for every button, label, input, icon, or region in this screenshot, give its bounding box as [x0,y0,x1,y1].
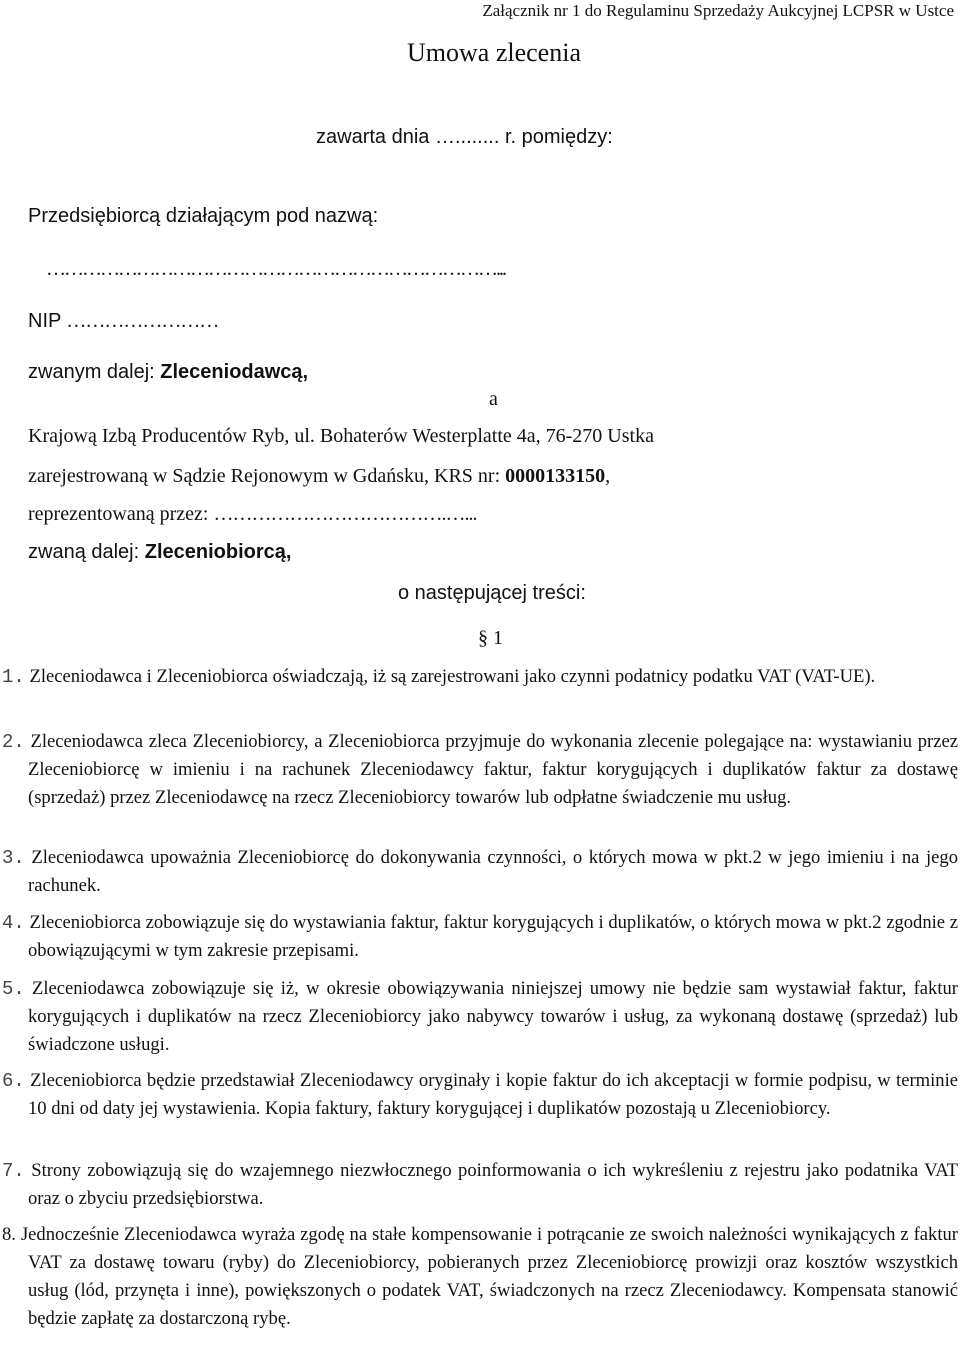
contractor-name: Zleceniobiorcą, [144,541,292,563]
date-line: zawarta dnia …........ r. pomiędzy: [316,126,613,148]
clause-7 [2,1157,959,1213]
chamber-line: Krajową Izbą Producentów Ryb, ul. Bohaterów Westerplatte 4a, 76-270 Ustka [28,425,654,447]
clause-6-number: 6. [2,1070,25,1092]
clause-8 [2,1221,958,1333]
clause-3 [2,844,958,900]
registered-line [28,465,610,488]
clause-8-number: 8. [2,1224,16,1245]
clause-2-text: Zleceniodawca zleca Zleceniobiorcy, a Zleceniobiorca przyjmuje do wykonania zlecenie polegające na: wystawianiu przez Zleceniobiorcę w imieniu i na rachunek Zleceniodawcy faktur, faktur korygujących i duplikatów faktur za dostawę (sprzedaż) przez Zleceniodawcę na rzecz Zleceniobiorcy towarów lub odpłatne świadczenie mu usług. [28,731,958,808]
clause-1 [2,663,958,691]
clause-3-text: Zleceniodawca upoważnia Zleceniobiorcę do dokonywania czynności, o których mowa w pkt.2 w jego imieniu i na jego rachunek. [28,847,958,896]
clause-5 [2,975,958,1059]
document-title: Umowa zlecenia [407,38,581,67]
entrepreneur-label: Przedsiębiorcą działającym pod nazwą: [28,205,379,227]
represented-dots: ……………………………….…... [213,503,477,525]
clause-8-text: Jednocześnie Zleceniodawca wyraża zgodę na stałe kompensowanie i potrącanie ze swoich należności wynikających z faktur VAT za dostawę towaru (ryby) do Zleceniobiorcy, pobieranych przez Zleceniobiorcę prowizji oraz kosztów wszystkich usług (lód, przynęta i inne), powiększonych o podatek VAT, świadczonych na rzecz Zleceniodawcy. Kompensata stanowić będzie zapłatę za dostarczoną rybę. [20,1224,958,1329]
contractor-prefix: zwaną dalej: [28,541,145,563]
clause-1-text: Zleceniodawca i Zleceniobiorca oświadczają, iż są zarejestrowani jako czynni podatnicy podatku VAT (VAT-UE). [29,666,876,687]
section-heading: § 1 [478,627,503,649]
principal-name: Zleceniodawcą, [160,361,309,383]
clause-3-number: 3. [2,847,25,869]
krs-number: 0000133150 [505,465,606,487]
clause-7-text: Strony zobowiązują się do wzajemnego niezwłocznego poinformowania o ich wykreśleniu z rejestru jako podatnika VAT oraz o zbyciu przedsiębiorstwa. [28,1160,959,1209]
represented-prefix: reprezentowaną przez: [28,503,214,525]
principal-line [28,361,308,384]
clause-5-text: Zleceniodawca zobowiązuje się iż, w okresie obowiązywania niniejszej umowy nie będzie sam wystawiał faktur, faktur korygujących i duplikatów na rzecz Zleceniobiorcy jako nabywcy towarów i usług, za wykonaną dostawę (sprzedaż) lub świadczone usługi. [28,978,958,1055]
clause-7-number: 7. [2,1160,25,1182]
contractor-line [28,541,291,564]
entrepreneur-dots: …………………………………………………………………... [46,258,505,280]
header-note: Załącznik nr 1 do Regulaminu Sprzedaży Aukcyjnej LCPSR w Ustce [482,1,954,20]
represented-line [28,503,476,526]
clause-4-number: 4. [2,912,25,934]
conjunction: a [489,388,498,410]
clause-6 [2,1067,958,1123]
registered-prefix: zarejestrowaną w Sądzie Rejonowym w Gdańsku, KRS nr: [28,465,506,487]
registered-suffix: , [605,465,611,487]
following-line: o następującej treści: [398,582,586,604]
clause-2-number: 2. [2,731,25,753]
clause-4-text: Zleceniobiorca zobowiązuje się do wystawiania faktur, faktur korygujących i duplikatów, o których mowa w pkt.2 zgodnie z obowiązującymi w tym zakresie przepisami. [28,912,958,961]
nip-label: NIP [28,310,62,332]
clause-4 [2,909,958,965]
clause-2 [2,728,958,812]
nip-dots: …………………… [66,310,219,332]
clause-6-text: Zleceniobiorca będzie przedstawiał Zleceniodawcy oryginały i kopie faktur do ich akceptacji w formie podpisu, w terminie 10 dni od daty jej wystawienia. Kopia faktury, faktury korygującej i duplikatów pozostają u Zleceniobiorcy. [28,1070,958,1119]
principal-prefix: zwanym dalej: [28,361,161,383]
clause-5-number: 5. [2,978,25,1000]
clause-1-number: 1. [2,666,25,688]
